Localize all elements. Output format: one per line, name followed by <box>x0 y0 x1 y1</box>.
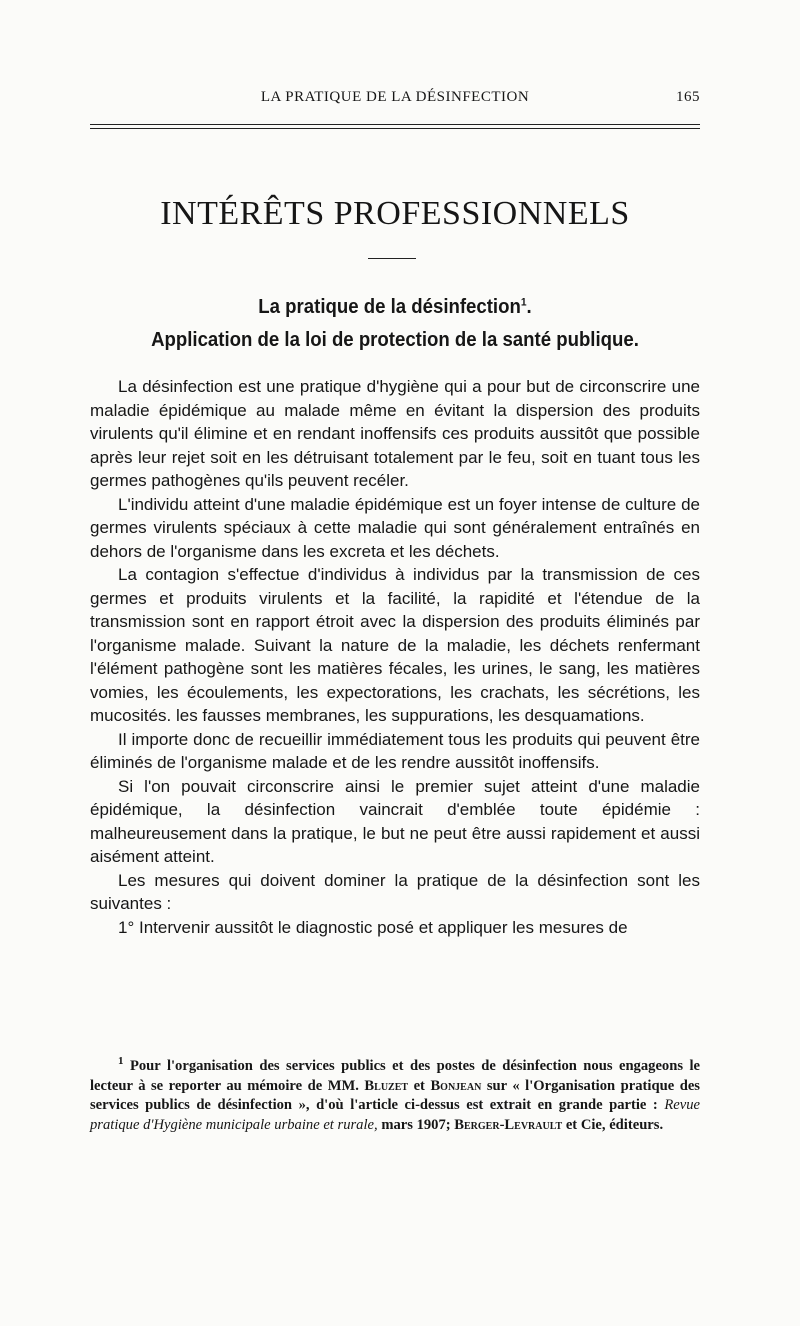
footnote-and-1: et <box>413 1077 425 1094</box>
footnotes <box>90 1057 700 1135</box>
section-title: INTÉRÊTS PROFESSIONNELS <box>160 195 630 232</box>
footnote-reference: 1 <box>520 296 527 309</box>
body-paragraph-2: L'individu atteint d'une maladie épidémique est un foyer intense de culture de germes virulents spéciaux à cette maladie qui sont généralement entraînés en dehors de l'organisme dans les excreta et les déchets. <box>90 494 700 561</box>
body-paragraph-5: Si l'on pouvait circonscrire ainsi le premier sujet atteint d'une maladie épidémique, la désinfection vaincrait d'emblée toute épidémie : malheureusement dans la pratique, le but ne peut être aussi rapidement et aussi aisément atteint. <box>90 776 700 866</box>
article-body <box>90 375 700 939</box>
page-number: 165 <box>676 89 700 105</box>
title-divider <box>368 258 416 259</box>
footnote-text-2: sur « l'Organisation pratique des services publics de désinfection », d'où l'article ci-dessus est extrait en grande partie : <box>90 1077 700 1114</box>
running-header <box>90 89 700 111</box>
footnote-author-1: Bluzet <box>364 1077 409 1094</box>
body-paragraph-1: La désinfection est une pratique d'hygiène qui a pour but de circonscrire une maladie épidémique au malade même en évitant la dispersion des produits virulents qu'il élimine et en rendant inoffensifs ces produits aussitôt que possible après leur rejet soit en les détruisant totalement par le feu, soit en tuant tous les germes pathogènes qu'ils peuvent recéler. <box>90 377 700 490</box>
article-subtitle: Application de la loi de protection de la santé publique. <box>151 329 639 351</box>
article-title-text: La pratique de la désinfection <box>258 296 521 318</box>
body-paragraph-7: 1° Intervenir aussitôt le diagnostic posé et appliquer les mesures de <box>118 917 628 937</box>
body-paragraph-3: La contagion s'effectue d'individus à individus par la transmission de ces germes et produits virulents et la facilité, la rapidité et l'étendue de la transmission sont en rapport étroit avec la dispersion des produits éliminés par l'organisme malade. Suivant la nature de la maladie, les déchets renfermant l'élément pathogène sont les matières fécales, les urines, le sang, les matières vomies, les écoulements, les expectorations, les crachats, les sécrétions, les mucosités. les fausses membranes, les suppurations, les desquamations. <box>90 565 700 725</box>
body-paragraph-4: Il importe donc de recueillir immédiatement tous les produits qui peuvent être éliminés de l'organisme malade et de les rendre aussitôt inoffensifs. <box>90 729 700 772</box>
footnote-and-2: et <box>565 1116 578 1133</box>
article-title: La pratique de la désinfection$^1$. <box>258 296 532 318</box>
header-rule-bottom <box>90 128 700 129</box>
running-title: LA PRATIQUE DE LA DÉSINFECTION <box>260 89 530 105</box>
footnote-publisher-co: Cie, <box>580 1116 606 1133</box>
footnote-text-1: Pour l'organisation des services publics et des postes de désinfection nous engageons le lecteur à se reporter au mémoire de MM. <box>90 1058 700 1094</box>
footnote-publisher: Berger-Levrault <box>454 1116 563 1133</box>
footnote-marker: 1 <box>118 1055 124 1068</box>
body-paragraph-6: Les mesures qui doivent dominer la pratique de la désinfection sont les suivantes : <box>90 870 700 913</box>
footnote-1 <box>90 1057 700 1135</box>
header-rule-top <box>90 124 700 125</box>
footnote-author-2: Bonjean <box>430 1077 482 1094</box>
footnote-text-3: éditeurs. <box>609 1116 664 1133</box>
footnote-date: mars 1907; <box>381 1116 451 1133</box>
footnote-journal: Revue pratique d'Hygiène municipale urbaine et rurale, <box>90 1097 700 1133</box>
